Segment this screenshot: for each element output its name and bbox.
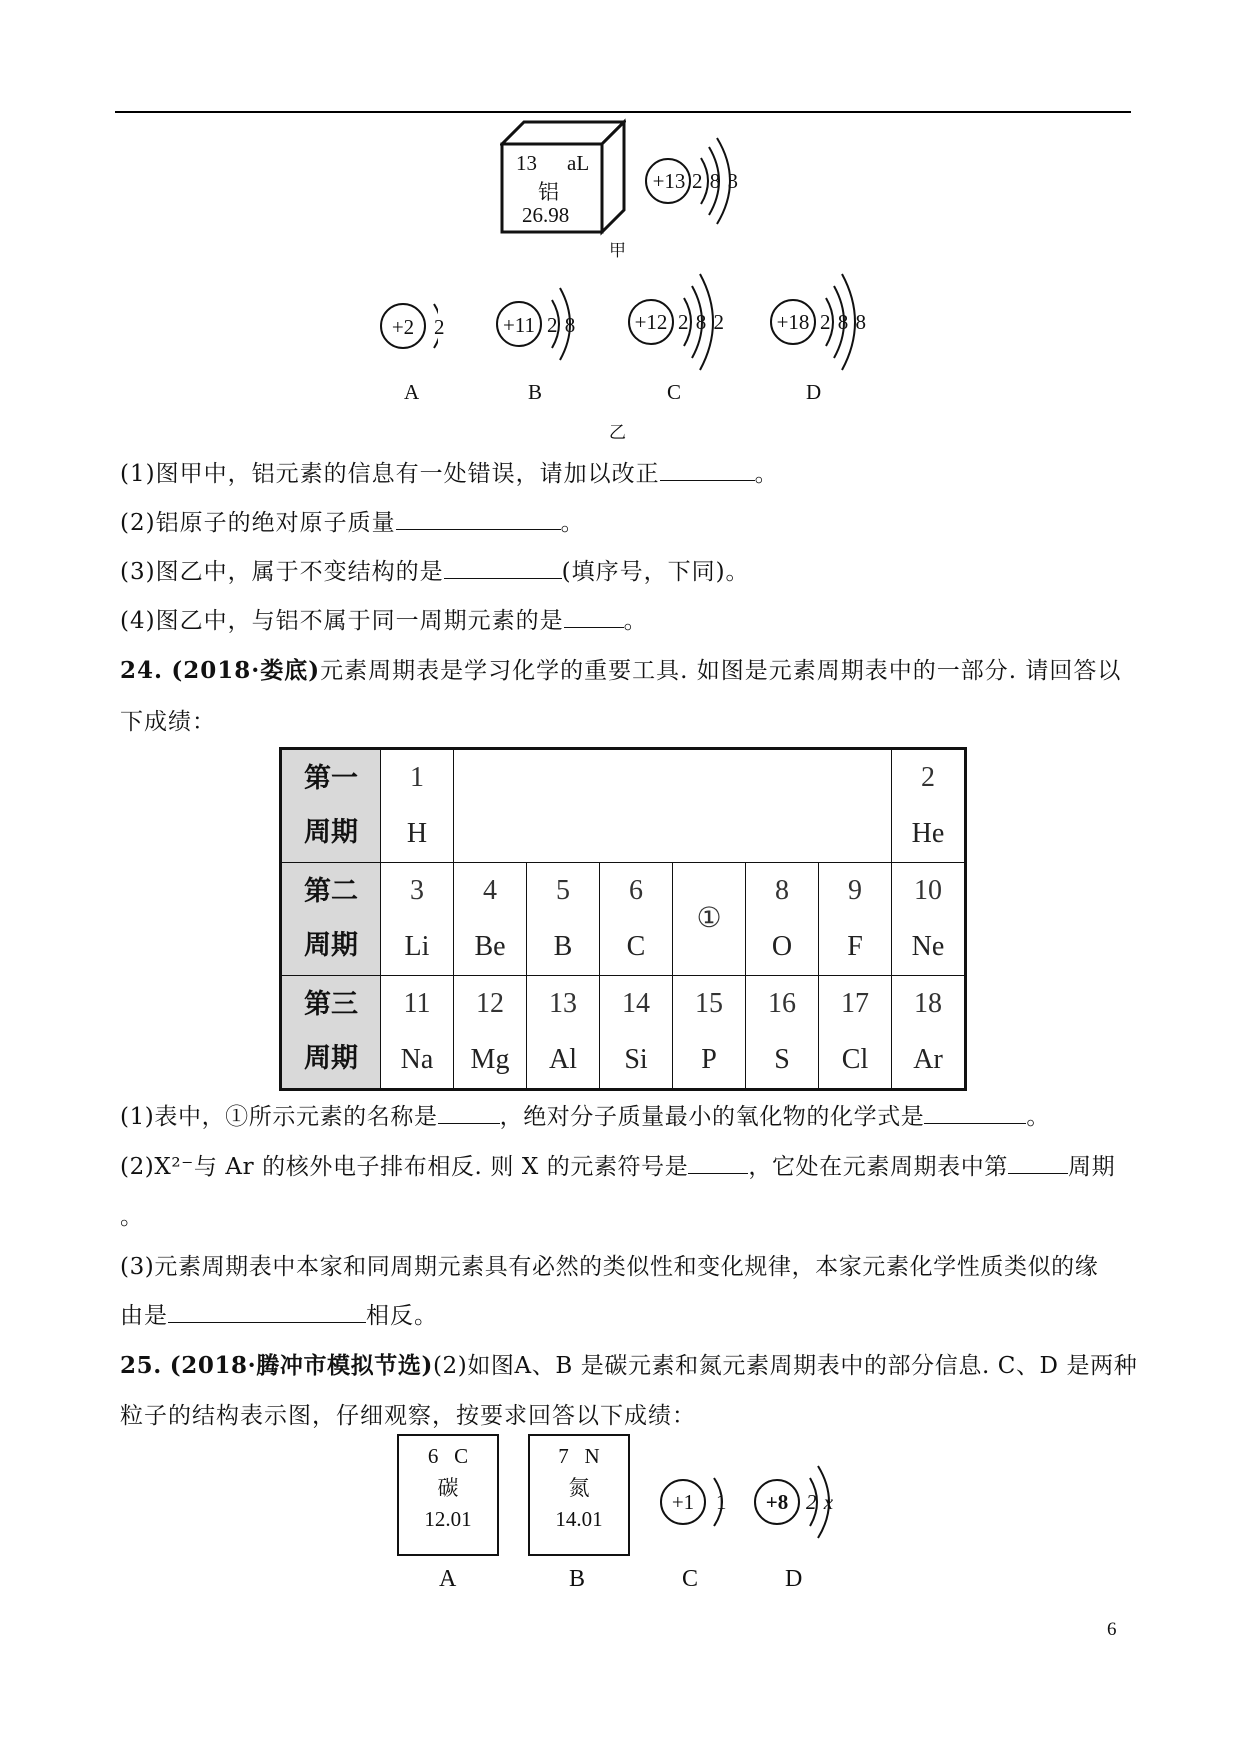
element-cell: 3 Li — [381, 863, 454, 976]
answer-blank[interactable] — [1008, 1155, 1068, 1174]
atom-label: C — [682, 1566, 699, 1592]
answer-blank[interactable] — [396, 511, 561, 530]
atom-shells: 2 8 2 — [678, 310, 725, 334]
atom-nucleus: +1 — [671, 1490, 695, 1514]
q24-part2: (2)X²⁻与 Ar 的核外电子排布相反. 则 X 的元素符号是 ，它处在元素周期表中第 周期 — [120, 1154, 1116, 1180]
element-cell: 8 O — [746, 863, 819, 976]
element-cell: 9 F — [819, 863, 892, 976]
q23-part4: (4)图乙中，与铝不属于同一周期元素的是 。 — [120, 608, 648, 634]
q24-part1: (1)表中，①所示元素的名称是 ，绝对分子质量最小的氧化物的化学式是 。 — [120, 1104, 1051, 1130]
element-cell: 13 Al — [527, 976, 600, 1090]
atom-label: D — [806, 380, 822, 404]
atom-shells: 2 8 3 — [692, 169, 739, 193]
element-cell: 2 He — [892, 749, 966, 863]
answer-blank[interactable] — [168, 1304, 366, 1323]
atom-shells: 2 x — [806, 1490, 835, 1514]
question-stem: (2)如图A、B 是碳元素和氮元素周期表中的部分信息. C、D 是两种 — [432, 1353, 1138, 1379]
element-cell: 4 Be — [454, 863, 527, 976]
atom-label: B — [528, 380, 543, 404]
q23-part1: (1)图甲中，铝元素的信息有一处错误，请加以改正 。 — [120, 461, 779, 487]
element-cell: 17 Cl — [819, 976, 892, 1090]
q23-part2: (2)铝原子的绝对原子质量 。 — [120, 510, 585, 536]
element-cell: 6 C — [600, 863, 673, 976]
tile-label: B — [569, 1566, 586, 1592]
q25-stem-line1 — [120, 1347, 1137, 1380]
period-label: 第一 周期 — [281, 749, 381, 863]
element-tile-b: 7 N 氮 14.01 — [528, 1434, 630, 1556]
periodic-table — [279, 747, 967, 1091]
cube-mass: 26.98 — [522, 203, 570, 227]
table-row — [281, 863, 966, 976]
answer-blank[interactable] — [660, 462, 755, 481]
answer-blank[interactable] — [924, 1105, 1026, 1124]
table-row — [281, 749, 966, 863]
period-label: 第三 周期 — [281, 976, 381, 1090]
q24-part3-line2: 由是 相反。 — [120, 1303, 438, 1329]
element-cell: 5 B — [527, 863, 600, 976]
atom-shells: 2 8 — [547, 313, 577, 337]
answer-blank[interactable] — [564, 609, 624, 628]
element-cell: 14 Si — [600, 976, 673, 1090]
answer-blank[interactable] — [688, 1155, 748, 1174]
element-cell: 15 P — [673, 976, 746, 1090]
element-cell: 1 H — [381, 749, 454, 863]
atom-nucleus: +13 — [652, 169, 686, 193]
figure-caption: 乙 — [609, 423, 626, 443]
atom-label: A — [404, 380, 420, 404]
element-cell: 18 Ar — [892, 976, 966, 1090]
q24-part2-tail: 。 — [120, 1204, 144, 1230]
atom-nucleus: +8 — [765, 1490, 789, 1514]
tile-label: A — [439, 1566, 457, 1592]
blank-span-cell — [454, 749, 892, 863]
page-number: 6 — [1107, 1619, 1117, 1640]
cube-symbol: aL — [567, 151, 590, 175]
question-number: 25. — [120, 1352, 162, 1379]
element-cell: 10 Ne — [892, 863, 966, 976]
atom-nucleus: +12 — [634, 310, 668, 334]
answer-blank[interactable] — [444, 560, 562, 579]
header-rule — [115, 111, 1131, 113]
atom-nucleus: +2 — [391, 315, 415, 339]
element-cell: 11 Na — [381, 976, 454, 1090]
q23-part3: (3)图乙中，属于不变结构的是 (填序号，下同)。 — [120, 559, 750, 585]
atom-shells: 2 8 8 — [820, 310, 867, 334]
element-cell: 16 S — [746, 976, 819, 1090]
question-source: (2018·腾冲市模拟节选) — [169, 1352, 433, 1379]
answer-blank[interactable] — [438, 1105, 500, 1124]
cube-number: 13 — [516, 151, 537, 175]
atom-shells: 2 — [434, 315, 445, 339]
question-stem: 元素周期表是学习化学的重要工具. 如图是元素周期表中的一部分. 请回答以 — [320, 658, 1122, 684]
atom-nucleus: +11 — [502, 313, 536, 337]
question-number: 24. — [120, 657, 164, 684]
unknown-element-cell: ① — [673, 863, 746, 976]
period-label: 第二 周期 — [281, 863, 381, 976]
q25-stem-line2: 粒子的结构表示图，仔细观察，按要求回答以下成绩： — [120, 1403, 696, 1429]
table-row — [281, 976, 966, 1090]
question-source: (2018·娄底) — [171, 657, 321, 684]
figure-caption: 甲 — [609, 241, 626, 261]
q24-part3-line1: (3)元素周期表中本家和同周期元素具有必然的类似性和变化规律，本家元素化学性质类似的缘 — [120, 1254, 1099, 1280]
atom-nucleus: +18 — [776, 310, 810, 334]
cube-name: 铝 — [538, 180, 559, 204]
atom-label: C — [667, 380, 682, 404]
element-cell: 12 Mg — [454, 976, 527, 1090]
q24-stem-line1 — [120, 652, 1121, 685]
atom-shells: 1 — [716, 1490, 727, 1514]
atom-label: D — [785, 1566, 803, 1592]
q24-stem-line2: 下成绩： — [120, 709, 216, 735]
element-tile-a: 6 C 碳 12.01 — [397, 1434, 499, 1556]
